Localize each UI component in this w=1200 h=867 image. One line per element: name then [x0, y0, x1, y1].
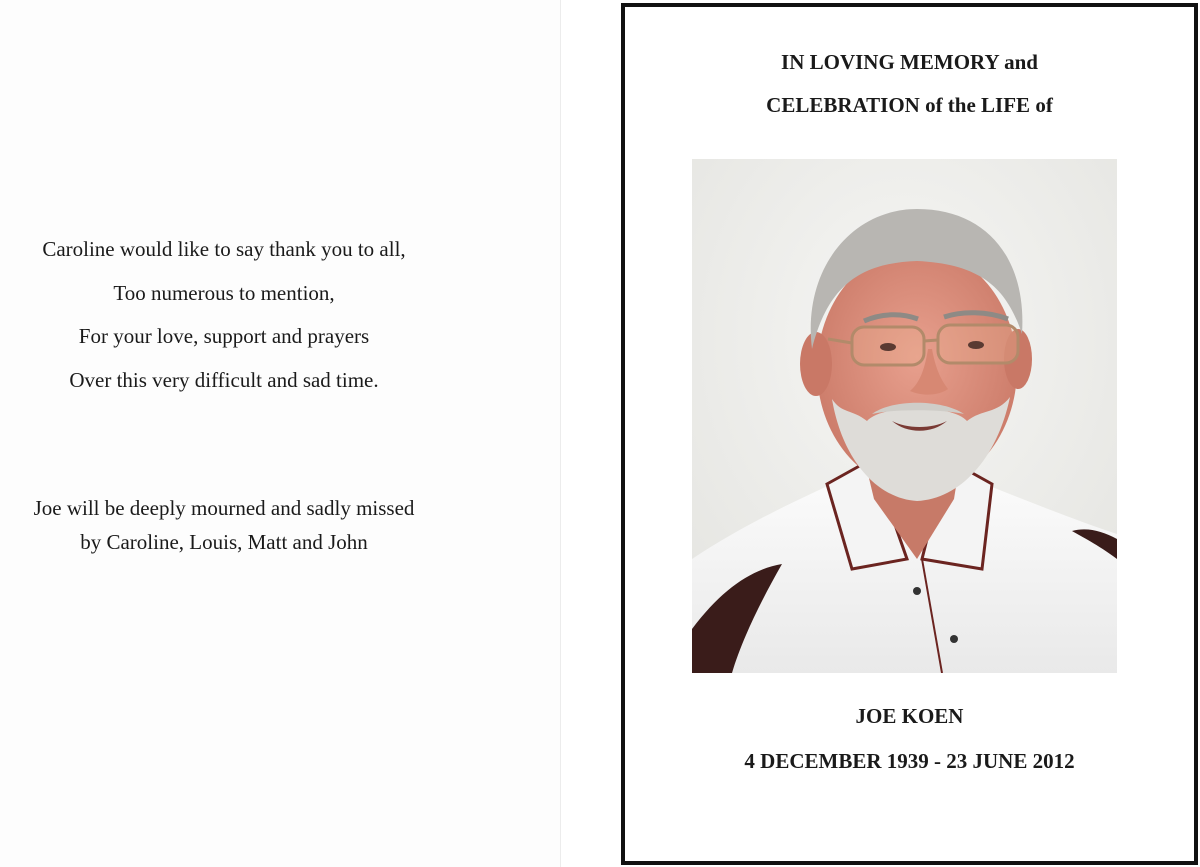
thank-you-message — [0, 228, 448, 402]
portrait-photo — [692, 159, 1117, 673]
deceased-name: JOE KOEN — [855, 704, 964, 728]
thank-you-line: Caroline would like to say thank you to all, — [42, 237, 406, 261]
mourning-line: by Caroline, Louis, Matt and John — [80, 530, 368, 554]
thank-you-line: Over this very difficult and sad time. — [69, 367, 379, 392]
mourning-line: Joe will be deeply mourned and sadly missed — [33, 496, 415, 520]
inside-left-page — [0, 0, 560, 867]
life-dates: 4 DECEMBER 1939 - 23 JUNE 2012 — [744, 749, 1075, 773]
cover-subheading: CELEBRATION of the LIFE of — [766, 93, 1053, 117]
page-fold — [560, 0, 561, 867]
thank-you-line: Too numerous to mention, — [113, 280, 335, 305]
memorial-cover — [621, 3, 1198, 865]
thank-you-line: For your love, support and prayers — [78, 324, 370, 348]
portrait-illustration — [692, 159, 1117, 673]
cover-heading: IN LOVING MEMORY and — [781, 50, 1038, 74]
mourning-message — [0, 491, 448, 559]
